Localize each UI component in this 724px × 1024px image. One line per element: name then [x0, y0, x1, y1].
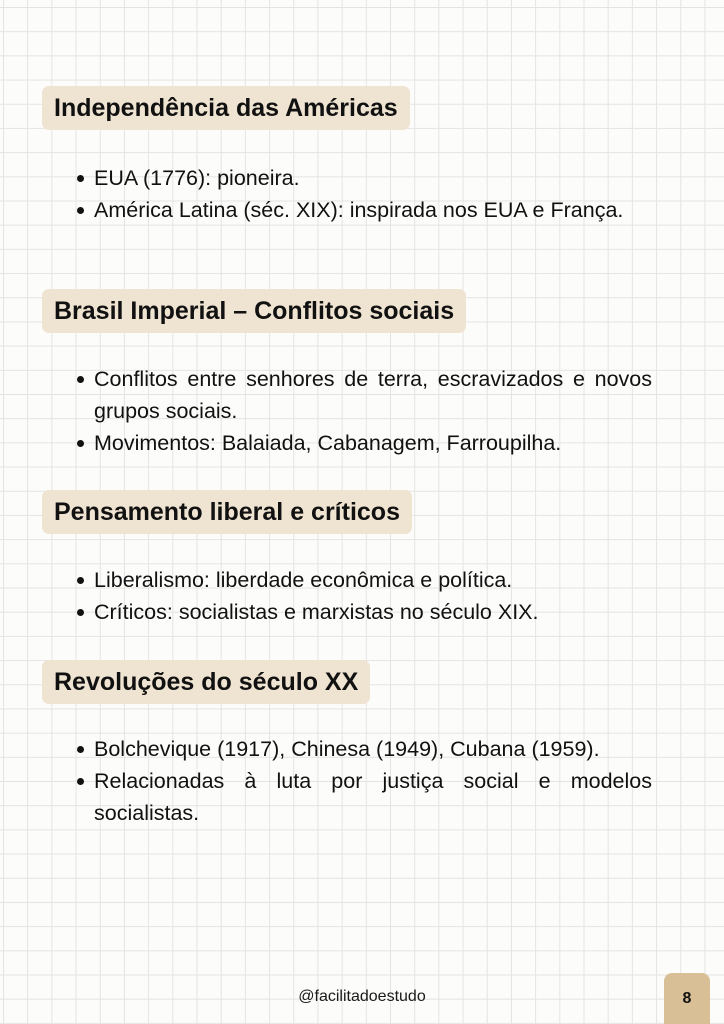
section-heading-imperial-brazil: Brasil Imperial – Conflitos sociais	[42, 289, 466, 333]
list-item: Bolchevique (1917), Chinesa (1949), Cubana (1959).	[74, 733, 652, 765]
bullet-list-independence	[74, 162, 652, 226]
list-item: Críticos: socialistas e marxistas no século XIX.	[74, 596, 652, 628]
section-heading-20th-century-revolutions: Revoluções do século XX	[42, 660, 370, 704]
bullet-list-liberal-thought	[74, 564, 652, 628]
list-item: Relacionadas à luta por justiça social e modelos socialistas.	[74, 765, 652, 829]
bullet-list-20th-century-revolutions	[74, 733, 652, 829]
bullet-list-imperial-brazil	[74, 363, 652, 459]
section-heading-independence: Independência das Américas	[42, 86, 410, 130]
list-item: América Latina (séc. XIX): inspirada nos EUA e França.	[74, 194, 652, 226]
list-item: Conflitos entre senhores de terra, escravizados e novos grupos sociais.	[74, 363, 652, 427]
section-heading-liberal-thought: Pensamento liberal e críticos	[42, 490, 412, 534]
page-number-badge: 8	[664, 973, 710, 1024]
list-item: Movimentos: Balaiada, Cabanagem, Farroupilha.	[74, 427, 652, 459]
list-item: EUA (1776): pioneira.	[74, 162, 652, 194]
list-item: Liberalismo: liberdade econômica e política.	[74, 564, 652, 596]
footer-handle: @facilitadoestudo	[298, 988, 426, 1005]
